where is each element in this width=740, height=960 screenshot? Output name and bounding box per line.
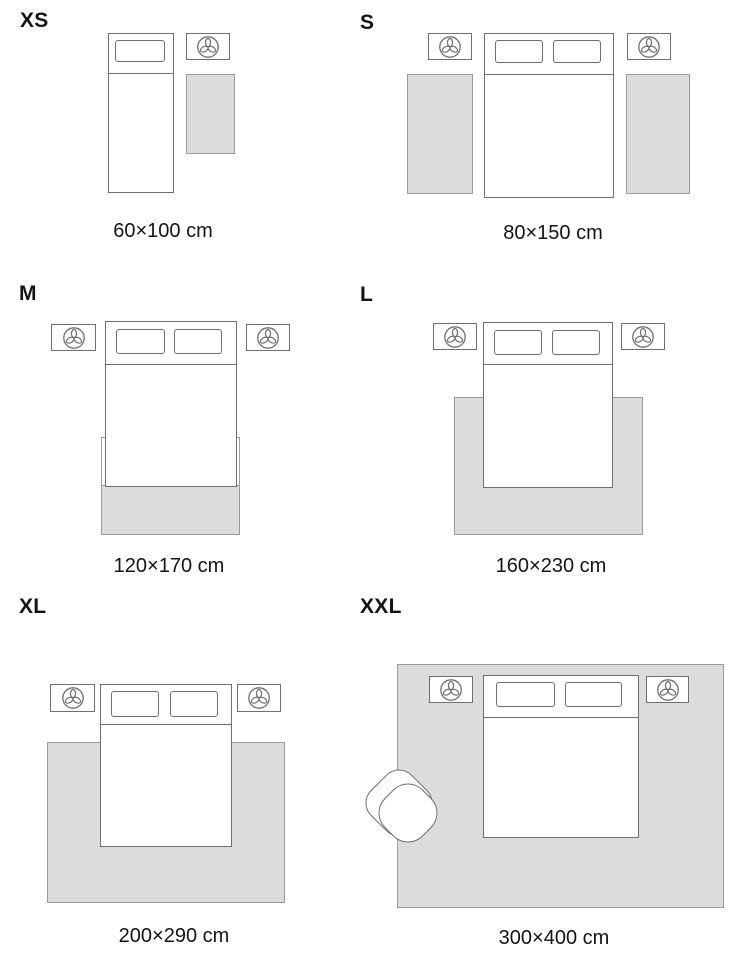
plant-icon (196, 35, 220, 59)
pillow (495, 40, 543, 63)
nightstand (50, 684, 95, 712)
pillow (116, 329, 165, 354)
pillow (174, 329, 222, 354)
nightstand (646, 676, 689, 703)
size-label: S (360, 11, 375, 34)
nightstand (433, 323, 477, 350)
pillow (111, 691, 159, 717)
double-bed (483, 675, 639, 838)
double-bed (105, 321, 237, 487)
size-label: M (19, 282, 37, 305)
nightstand (237, 684, 281, 712)
nightstand (246, 324, 290, 351)
nightstand (186, 33, 230, 60)
size-label: XXL (360, 595, 402, 618)
pillow (494, 330, 542, 355)
rug (186, 74, 235, 154)
size-label: L (360, 283, 374, 306)
double-bed (484, 33, 614, 198)
pillow (565, 682, 622, 707)
nightstand (429, 676, 473, 703)
nightstand (51, 324, 96, 351)
dimension-caption: 160×230 cm (495, 555, 607, 577)
plant-icon (61, 686, 85, 710)
dimension-caption: 60×100 cm (113, 220, 213, 242)
rug-visible-area (102, 485, 239, 534)
plant-icon (439, 678, 463, 702)
dimension-caption: 300×400 cm (498, 927, 610, 949)
size-label: XL (19, 595, 47, 618)
size-label: XS (20, 9, 49, 32)
plant-icon (256, 326, 280, 350)
plant-icon (637, 35, 661, 59)
plant-icon (443, 325, 467, 349)
pillow (553, 40, 601, 63)
plant-icon (631, 325, 655, 349)
pillow (170, 691, 218, 717)
rug (626, 74, 690, 194)
pillow (552, 330, 600, 355)
nightstand (621, 323, 665, 350)
plant-icon (62, 326, 86, 350)
double-bed (483, 322, 613, 488)
nightstand (627, 33, 671, 60)
plant-icon (438, 35, 462, 59)
rug (407, 74, 473, 194)
plant-icon (247, 686, 271, 710)
plant-icon (656, 678, 680, 702)
pillow (496, 682, 555, 707)
pillow (115, 40, 165, 62)
double-bed (100, 684, 232, 847)
dimension-caption: 80×150 cm (503, 222, 603, 244)
dimension-caption: 120×170 cm (113, 555, 225, 577)
dimension-caption: 200×290 cm (118, 925, 230, 947)
nightstand (428, 33, 472, 60)
single-bed (108, 33, 174, 193)
